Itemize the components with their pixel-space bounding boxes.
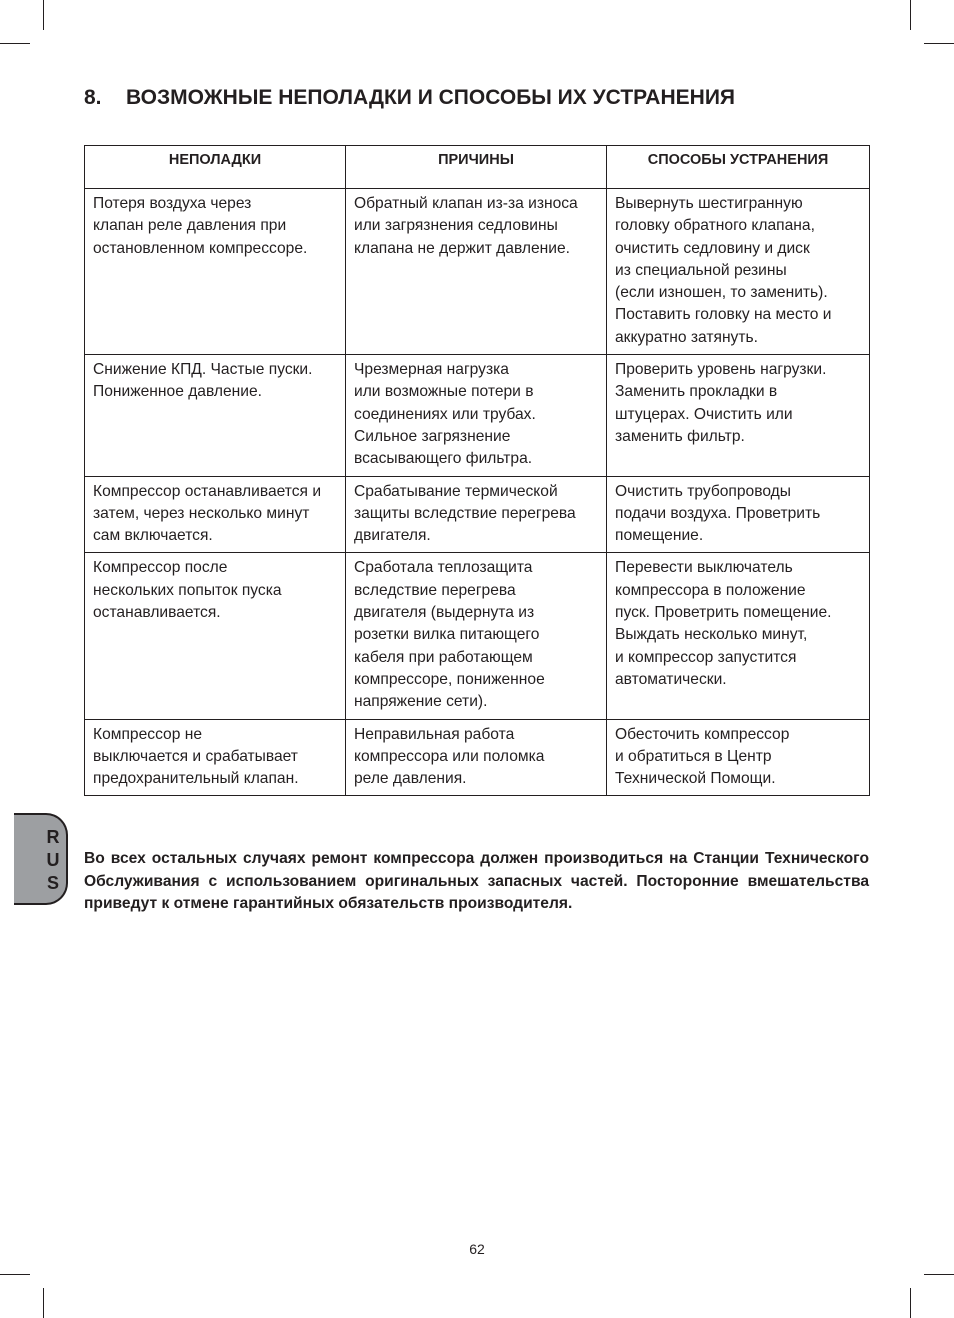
crop-mark-top-left-horizontal [0, 43, 30, 44]
cause-cell: Сработала теплозащита вследствие перегрева двигателя (выдернута из розетки вилка питающего кабеля при работающем компрессоре, пониженное напряжение сети). [346, 553, 607, 719]
table-row [85, 553, 870, 719]
page-number: 62 [469, 1241, 485, 1257]
solution-cell: Очистить трубопроводы подачи воздуха. Проветрить помещение. [607, 476, 870, 553]
solution-cell: Перевести выключатель компрессора в положение пуск. Проветрить помещение. Выждать несколько минут, и компрессор запустится автоматически. [607, 553, 870, 719]
language-letter: R [46, 827, 60, 847]
cause-cell: Неправильная работа компрессора или поломка реле давления. [346, 719, 607, 796]
table-row [85, 189, 870, 355]
crop-mark-top-right-horizontal [924, 43, 954, 44]
crop-mark-top-left-vertical [43, 0, 44, 30]
section-title [84, 86, 735, 110]
table-row [85, 476, 870, 553]
column-header-problems: НЕПОЛАДКИ [85, 146, 346, 189]
problem-cell: Потеря воздуха через клапан реле давления при остановленном компрессоре. [85, 189, 346, 355]
solution-cell: Вывернуть шестигранную головку обратного клапана, очистить седловину и диск из специальной резины (если изношен, то заменить). Поставить головку на место и аккуратно затянуть. [607, 189, 870, 355]
crop-mark-bottom-left-vertical [43, 1288, 44, 1318]
column-header-solutions: СПОСОБЫ УСТРАНЕНИЯ [607, 146, 870, 189]
cause-cell: Чрезмерная нагрузка или возможные потери в соединениях или трубах. Сильное загрязнение всасывающего фильтра. [346, 355, 607, 476]
cause-cell: Срабатывание термической защиты вследствие перегрева двигателя. [346, 476, 607, 553]
crop-mark-bottom-left-horizontal [0, 1274, 30, 1275]
troubleshooting-table [84, 145, 870, 796]
column-header-causes: ПРИЧИНЫ [346, 146, 607, 189]
section-number: 8. [84, 86, 102, 109]
language-tab [14, 813, 68, 905]
problem-cell: Компрессор останавливается и затем, через несколько минут сам включается. [85, 476, 346, 553]
table-row [85, 355, 870, 476]
table-header-row [85, 146, 870, 189]
solution-cell: Проверить уровень нагрузки. Заменить прокладки в штуцерах. Очистить или заменить фильтр. [607, 355, 870, 476]
problem-cell: Снижение КПД. Частые пуски. Пониженное давление. [85, 355, 346, 476]
problem-cell: Компрессор не выключается и срабатывает предохранительный клапан. [85, 719, 346, 796]
solution-cell: Обесточить компрессор и обратиться в Центр Технической Помощи. [607, 719, 870, 796]
table-row [85, 719, 870, 796]
problem-cell: Компрессор после нескольких попыток пуска останавливается. [85, 553, 346, 719]
crop-mark-top-right-vertical [910, 0, 911, 30]
language-tab-letters [46, 826, 60, 895]
language-letter: S [46, 873, 59, 893]
crop-mark-bottom-right-horizontal [924, 1274, 954, 1275]
cause-cell: Обратный клапан из-за износа или загрязнения седловины клапана не держит давление. [346, 189, 607, 355]
crop-mark-bottom-right-vertical [910, 1288, 911, 1318]
language-letter: U [46, 850, 60, 870]
section-title-text: ВОЗМОЖНЫЕ НЕПОЛАДКИ И СПОСОБЫ ИХ УСТРАНЕНИЯ [126, 86, 735, 109]
warranty-note: Во всех остальных случаях ремонт компрессора должен производиться на Станции Технического Обслуживания с использованием оригинальных запасных частей. Посторонние вмешательства приведут к отмене гарантийных обязательств производителя. [84, 850, 869, 912]
